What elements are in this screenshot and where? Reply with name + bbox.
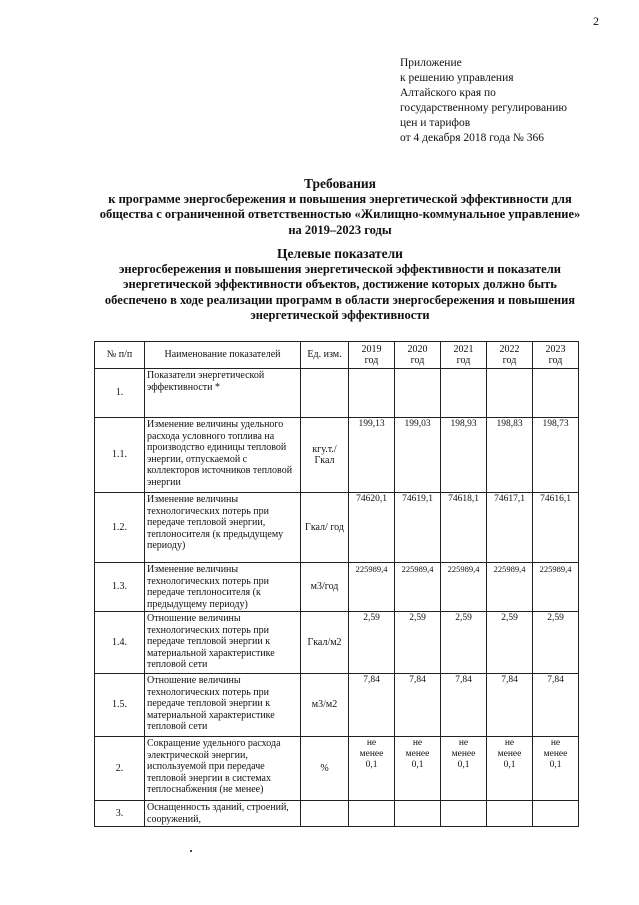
header-num: № п/п xyxy=(95,342,145,369)
title-line: на 2019–2023 годы xyxy=(288,222,392,237)
value-part: 0,1 xyxy=(365,760,378,770)
row-value: 7,84 xyxy=(349,674,395,737)
row-number: 2. xyxy=(95,737,145,801)
header-year xyxy=(349,342,395,369)
requirements-title xyxy=(40,176,639,238)
year-word: год xyxy=(502,355,517,366)
title-line: энергетической эффективности объектов, достижение которых должно быть xyxy=(123,277,557,291)
table-row xyxy=(95,493,579,563)
table-row xyxy=(95,737,579,801)
header-year xyxy=(395,342,441,369)
table-row xyxy=(95,418,579,493)
value-part: менее xyxy=(543,749,568,759)
row-value: 2,59 xyxy=(395,612,441,674)
row-value: 225989,4 xyxy=(349,563,395,612)
row-value: 2,59 xyxy=(533,612,579,674)
row-number: 1. xyxy=(95,369,145,418)
row-unit xyxy=(301,801,349,827)
row-value xyxy=(395,737,441,801)
value-part: 0,1 xyxy=(503,760,516,770)
row-number: 1.4. xyxy=(95,612,145,674)
row-number: 1.1. xyxy=(95,418,145,493)
value-part: менее xyxy=(497,749,522,759)
row-value xyxy=(349,801,395,827)
row-value: 225989,4 xyxy=(441,563,487,612)
row-value: 198,93 xyxy=(441,418,487,493)
value-part: не xyxy=(458,738,469,748)
title-line: к программе энергосбережения и повышения энергетической эффективности для xyxy=(108,191,572,206)
header-unit: Ед. изм. xyxy=(301,342,349,369)
row-value: 74619,1 xyxy=(395,493,441,563)
row-value: 198,73 xyxy=(533,418,579,493)
value-part: не xyxy=(504,738,515,748)
row-number: 1.3. xyxy=(95,563,145,612)
row-unit: % xyxy=(301,737,349,801)
row-value: 74616,1 xyxy=(533,493,579,563)
row-value: 2,59 xyxy=(349,612,395,674)
year-word: год xyxy=(410,355,425,366)
table-row xyxy=(95,674,579,737)
row-value xyxy=(487,801,533,827)
page-number: 2 xyxy=(593,14,599,28)
row-value: 225989,4 xyxy=(533,563,579,612)
row-name: Изменение величины удельного расхода условного топлива на производство единицы тепловой энергии, отпускаемой с коллекторов источников тепловой энергии xyxy=(145,418,301,493)
row-value xyxy=(533,369,579,418)
value-part: 0,1 xyxy=(411,760,424,770)
row-value xyxy=(533,737,579,801)
appendix-line: государственному регулированию xyxy=(400,102,567,114)
header-year xyxy=(533,342,579,369)
row-number: 3. xyxy=(95,801,145,827)
value-part: не xyxy=(412,738,423,748)
row-number: 1.5. xyxy=(95,674,145,737)
row-value: 74617,1 xyxy=(487,493,533,563)
appendix-line: цен и тарифов xyxy=(400,117,471,129)
value-part: не xyxy=(366,738,377,748)
row-value: 7,84 xyxy=(487,674,533,737)
value-part: менее xyxy=(451,749,476,759)
row-value xyxy=(487,369,533,418)
row-value: 2,59 xyxy=(441,612,487,674)
header-year xyxy=(487,342,533,369)
row-value: 225989,4 xyxy=(487,563,533,612)
row-name: Оснащенность зданий, строений, сооружений, xyxy=(145,801,301,827)
row-value: 199,03 xyxy=(395,418,441,493)
row-unit: м3/год xyxy=(301,563,349,612)
year-word: год xyxy=(456,355,471,366)
year: 2023 xyxy=(545,344,566,355)
appendix-line: к решению управления xyxy=(400,72,514,84)
row-unit: м3/м2 xyxy=(301,674,349,737)
row-value xyxy=(349,369,395,418)
year: 2020 xyxy=(407,344,428,355)
title-line: энергетической эффективности xyxy=(250,308,430,322)
row-value: 2,59 xyxy=(487,612,533,674)
year: 2021 xyxy=(453,344,474,355)
row-value xyxy=(441,369,487,418)
table-row xyxy=(95,369,579,418)
row-name: Изменение величины технологических потерь при передаче тепловой энергии, теплоносителя (к предыдущему периоду) xyxy=(145,493,301,563)
indicators-table xyxy=(94,341,579,827)
title-line: энергосбережения и повышения энергетической эффективности и показатели xyxy=(119,261,561,276)
value-part: 0,1 xyxy=(457,760,470,770)
year: 2019 xyxy=(361,344,382,355)
row-name: Сокращение удельного расхода электрической энергии, используемой при передаче тепловой энергии в системах теплоснабжения (не менее) xyxy=(145,737,301,801)
row-value xyxy=(441,737,487,801)
scan-speck xyxy=(190,850,192,852)
table-row xyxy=(95,563,579,612)
header-name: Наименование показателей xyxy=(145,342,301,369)
row-value: 198,83 xyxy=(487,418,533,493)
title-line: общества с ограниченной ответственностью «Жилищно-коммунальное управление» xyxy=(99,207,581,221)
row-value xyxy=(533,801,579,827)
title-line: обеспечено в ходе реализации программ в области энергосбережения и повышения xyxy=(104,292,576,307)
value-part: менее xyxy=(405,749,430,759)
row-value: 74618,1 xyxy=(441,493,487,563)
row-value xyxy=(395,801,441,827)
value-part: менее xyxy=(359,749,384,759)
row-value: 7,84 xyxy=(441,674,487,737)
row-name: Отношение величины технологических потерь при передаче тепловой энергии к материальной характеристике тепловой сети xyxy=(145,674,301,737)
header-year xyxy=(441,342,487,369)
appendix-line: Приложение xyxy=(400,57,462,69)
row-value xyxy=(349,737,395,801)
row-unit: Гкал/м2 xyxy=(301,612,349,674)
row-unit: Гкал/ год xyxy=(301,493,349,563)
row-name: Показатели энергетической эффективности * xyxy=(145,369,301,418)
appendix-line: Алтайского края по xyxy=(400,87,496,99)
row-value xyxy=(395,369,441,418)
value-part: 0,1 xyxy=(549,760,562,770)
year-word: год xyxy=(548,355,563,366)
appendix-note xyxy=(400,56,630,146)
table-row xyxy=(95,801,579,827)
row-value xyxy=(441,801,487,827)
table-row xyxy=(95,612,579,674)
title-line: Целевые показатели xyxy=(277,246,403,261)
row-value: 7,84 xyxy=(395,674,441,737)
table-header-row xyxy=(95,342,579,369)
value-part: не xyxy=(550,738,561,748)
appendix-line: от 4 декабря 2018 года № 366 xyxy=(400,132,545,144)
row-value: 74620,1 xyxy=(349,493,395,563)
row-unit: кгу.т./ Гкал xyxy=(301,418,349,493)
row-value xyxy=(487,737,533,801)
row-value: 7,84 xyxy=(533,674,579,737)
targets-title xyxy=(40,246,639,324)
row-number: 1.2. xyxy=(95,493,145,563)
title-line: Требования xyxy=(304,176,376,191)
year-word: год xyxy=(364,355,379,366)
row-name: Отношение величины технологических потерь при передаче тепловой энергии к материальной характеристике тепловой сети xyxy=(145,612,301,674)
row-name: Изменение величины технологических потерь при передаче теплоносителя (к предыдущему периоду) xyxy=(145,563,301,612)
year: 2022 xyxy=(499,344,520,355)
row-unit xyxy=(301,369,349,418)
row-value: 225989,4 xyxy=(395,563,441,612)
row-value: 199,13 xyxy=(349,418,395,493)
